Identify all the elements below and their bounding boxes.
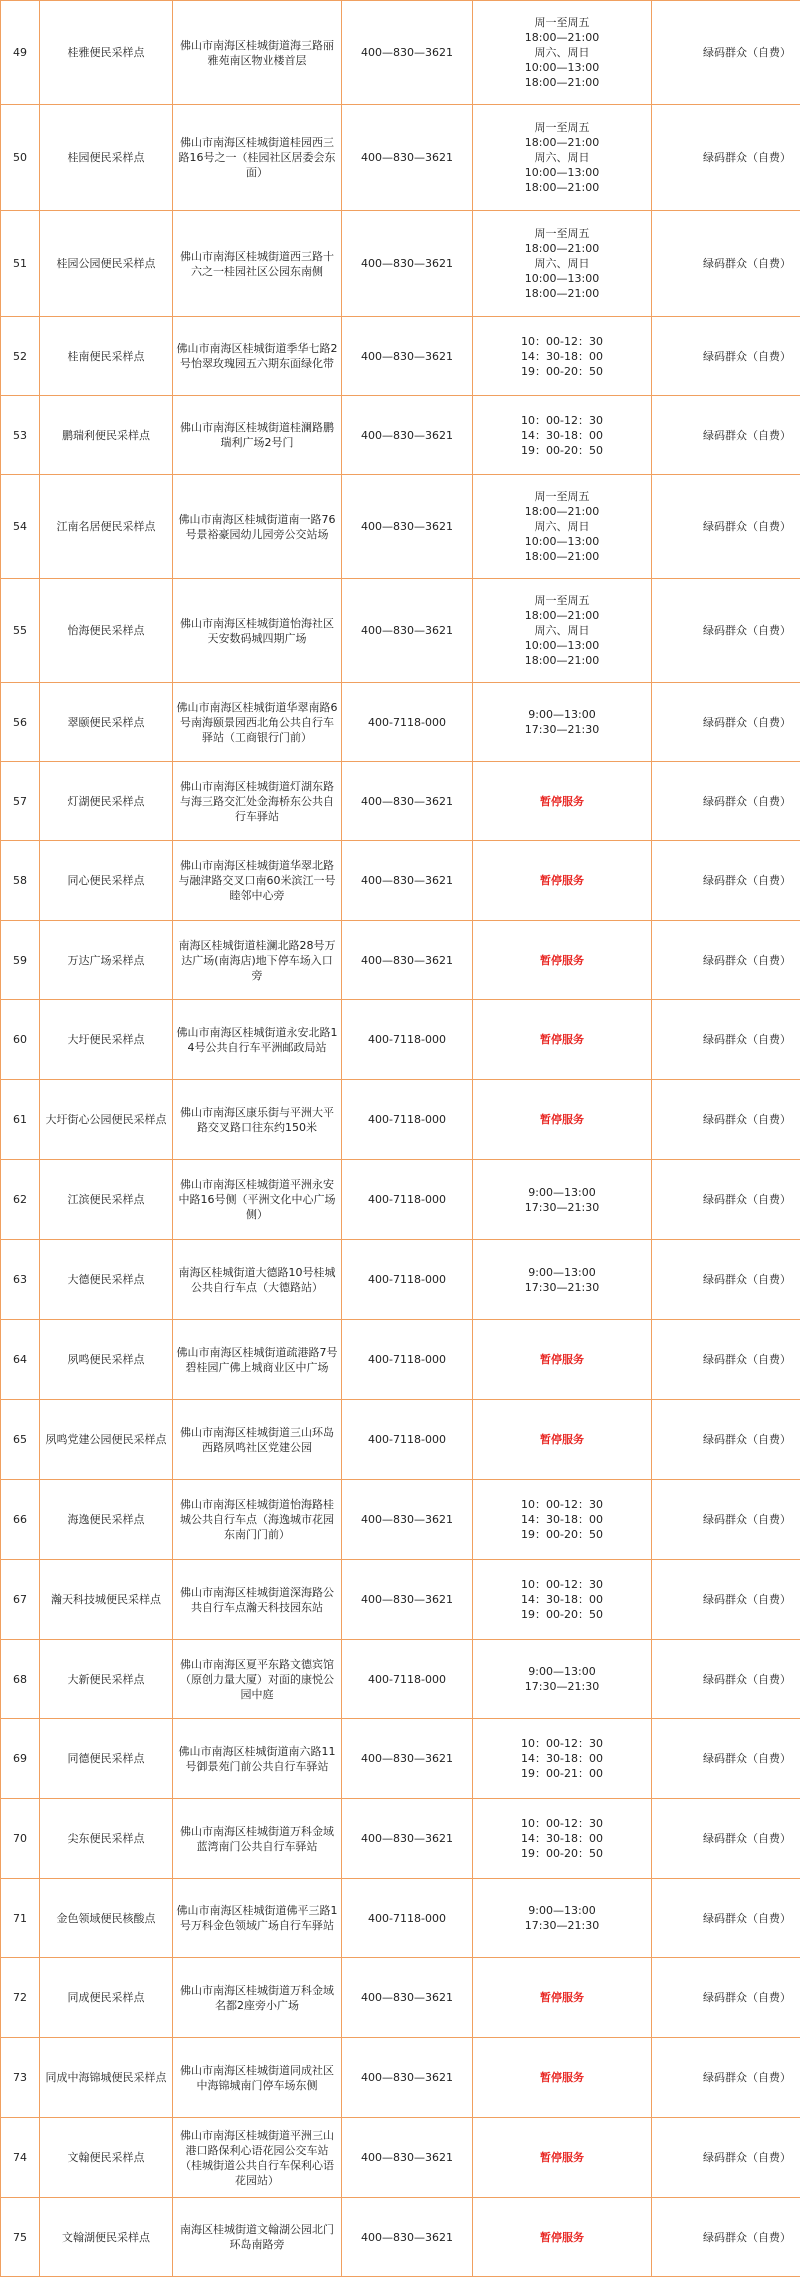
- service-hours: [473, 317, 652, 396]
- contact-phone: 400—830—3621: [342, 1799, 473, 1879]
- service-hours: [473, 396, 652, 475]
- service-hours: [473, 683, 652, 762]
- service-target: 绿码群众（自费）: [652, 1160, 800, 1240]
- hours-line: 19：00-21：00: [521, 1767, 603, 1780]
- service-target: 绿码群众（自费）: [652, 2198, 800, 2277]
- service-target: 绿码群众（自费）: [652, 1080, 800, 1160]
- site-name: 同成中海锦城便民采样点: [40, 2038, 173, 2118]
- row-number: 59: [1, 921, 40, 1000]
- row-number: 75: [1, 2198, 40, 2277]
- site-address: 佛山市南海区桂城街道灯湖东路与海三路交汇处金海桥东公共自行车驿站: [173, 762, 342, 841]
- service-target: 绿码群众（自费）: [652, 1000, 800, 1080]
- suspended-status: 暂停服务: [540, 2071, 584, 2084]
- hours-line: 10：00-12：30: [521, 1817, 603, 1830]
- contact-phone: 400-7118-000: [342, 1400, 473, 1480]
- row-number: 49: [1, 1, 40, 105]
- hours-line: 10：00-12：30: [521, 413, 603, 427]
- contact-phone: 400—830—3621: [342, 1, 473, 105]
- hours-line: 周六、周日: [534, 151, 590, 164]
- contact-phone: 400-7118-000: [342, 1160, 473, 1240]
- table-row: [1, 1320, 800, 1400]
- table-row: [1, 1799, 800, 1879]
- row-number: 52: [1, 317, 40, 396]
- hours-line: 18:00—21:00: [524, 654, 600, 667]
- site-name: 桂南便民采样点: [40, 317, 173, 396]
- table-row: [1, 1, 800, 105]
- site-name: 文翰便民采样点: [40, 2118, 173, 2198]
- contact-phone: 400—830—3621: [342, 1560, 473, 1640]
- table-row: [1, 1480, 800, 1560]
- service-hours: [473, 1879, 652, 1958]
- hours-line: 19：00-20：50: [521, 1528, 603, 1541]
- service-target: 绿码群众（自费）: [652, 1719, 800, 1799]
- site-address: 佛山市南海区桂城街道西三路十六之一桂园社区公园东南侧: [173, 211, 342, 317]
- row-number: 53: [1, 396, 40, 475]
- row-number: 55: [1, 579, 40, 683]
- hours-line: 10:00—13:00: [524, 639, 600, 652]
- contact-phone: 400-7118-000: [342, 1640, 473, 1719]
- suspended-status: 暂停服务: [540, 1353, 584, 1366]
- hours-line: 18:00—21:00: [524, 550, 600, 563]
- hours-line: 9:00—13:00: [528, 1185, 596, 1199]
- contact-phone: 400-7118-000: [342, 1879, 473, 1958]
- table-row: [1, 1719, 800, 1799]
- site-name: 鹏瑞利便民采样点: [40, 396, 173, 475]
- table-row: [1, 841, 800, 921]
- hours-line: 9:00—13:00: [528, 1265, 596, 1279]
- contact-phone: 400—830—3621: [342, 396, 473, 475]
- suspended-status: 暂停服务: [540, 1113, 584, 1126]
- service-hours: [473, 1, 652, 105]
- service-target: 绿码群众（自费）: [652, 211, 800, 317]
- site-name: 万达广场采样点: [40, 921, 173, 1000]
- service-hours: [473, 1480, 652, 1560]
- hours-line: 18:00—21:00: [524, 287, 600, 300]
- hours-line: 10：00-12：30: [521, 1737, 603, 1750]
- row-number: 71: [1, 1879, 40, 1958]
- service-hours: [473, 1240, 652, 1320]
- table-row: [1, 211, 800, 317]
- hours-line: 19：00-20：50: [521, 443, 603, 457]
- site-address: 佛山市南海区桂城街道桂园西三路16号之一（桂园社区居委会东面）: [173, 105, 342, 211]
- contact-phone: 400—830—3621: [342, 579, 473, 683]
- service-target: 绿码群众（自费）: [652, 1799, 800, 1879]
- row-number: 57: [1, 762, 40, 841]
- suspended-status: 暂停服务: [540, 2151, 584, 2164]
- table-row: [1, 1000, 800, 1080]
- service-hours: [473, 1719, 652, 1799]
- contact-phone: 400-7118-000: [342, 683, 473, 762]
- hours-line: 周六、周日: [534, 46, 590, 59]
- site-name: 翠颐便民采样点: [40, 683, 173, 762]
- site-name: 夙鸣党建公园便民采样点: [40, 1400, 173, 1480]
- service-hours: [473, 1160, 652, 1240]
- site-name: 大圩街心公园便民采样点: [40, 1080, 173, 1160]
- table-row: [1, 1958, 800, 2038]
- table-row: [1, 1400, 800, 1480]
- site-address: 佛山市南海区桂城街道华翠南路6号南海颐景园西北角公共自行车驿站（工商银行门前）: [173, 683, 342, 762]
- row-number: 67: [1, 1560, 40, 1640]
- row-number: 72: [1, 1958, 40, 2038]
- service-hours: [473, 105, 652, 211]
- service-target: 绿码群众（自费）: [652, 105, 800, 211]
- service-hours: [473, 1000, 652, 1080]
- hours-line: 18:00—21:00: [524, 76, 600, 89]
- hours-line: 10:00—13:00: [524, 166, 600, 179]
- suspended-status: 暂停服务: [540, 1991, 584, 2004]
- hours-line: 18:00—21:00: [524, 181, 600, 194]
- site-name: 灯湖便民采样点: [40, 762, 173, 841]
- service-target: 绿码群众（自费）: [652, 1879, 800, 1958]
- suspended-status: 暂停服务: [540, 2230, 584, 2244]
- table-row: [1, 579, 800, 683]
- table-row: [1, 1240, 800, 1320]
- site-address: 佛山市南海区桂城街道佛平三路1号万科金色领域广场自行车驿站: [173, 1879, 342, 1958]
- hours-line: 9:00—13:00: [528, 1904, 596, 1917]
- hours-line: 17:30—21:30: [524, 1680, 600, 1693]
- site-name: 金色领域便民核酸点: [40, 1879, 173, 1958]
- service-target: 绿码群众（自费）: [652, 579, 800, 683]
- hours-line: 18:00—21:00: [524, 136, 600, 149]
- site-address: 佛山市南海区桂城街道怡海路桂城公共自行车点（海逸城市花园东南门门前）: [173, 1480, 342, 1560]
- service-hours: [473, 762, 652, 841]
- hours-line: 14：30-18：00: [521, 349, 603, 363]
- hours-line: 10:00—13:00: [524, 535, 600, 548]
- service-target: 绿码群众（自费）: [652, 1240, 800, 1320]
- contact-phone: 400-7118-000: [342, 1080, 473, 1160]
- service-target: 绿码群众（自费）: [652, 1958, 800, 2038]
- table-row: [1, 1160, 800, 1240]
- service-hours: [473, 841, 652, 921]
- row-number: 74: [1, 2118, 40, 2198]
- hours-line: 周一至周五: [534, 227, 590, 240]
- site-name: 桂园公园便民采样点: [40, 211, 173, 317]
- service-hours: [473, 1400, 652, 1480]
- service-hours: [473, 1799, 652, 1879]
- table-row: [1, 921, 800, 1000]
- contact-phone: 400—830—3621: [342, 2198, 473, 2277]
- service-target: 绿码群众（自费）: [652, 841, 800, 921]
- hours-line: 周六、周日: [534, 624, 590, 637]
- hours-line: 18:00—21:00: [524, 242, 600, 255]
- service-hours: [473, 1560, 652, 1640]
- service-hours: [473, 1958, 652, 2038]
- site-name: 同德便民采样点: [40, 1719, 173, 1799]
- row-number: 58: [1, 841, 40, 921]
- site-address: 佛山市南海区桂城街道平洲三山港口路保利心语花园公交车站（桂城街道公共自行车保利心语花园站）: [173, 2118, 342, 2198]
- service-target: 绿码群众（自费）: [652, 921, 800, 1000]
- site-address: 佛山市南海区桂城街道疏港路7号碧桂园广佛上城商业区中广场: [173, 1320, 342, 1400]
- row-number: 65: [1, 1400, 40, 1480]
- suspended-status: 暂停服务: [540, 874, 584, 887]
- site-address: 佛山市南海区桂城街道万科金域名都2座旁小广场: [173, 1958, 342, 2038]
- service-hours: [473, 2198, 652, 2277]
- row-number: 60: [1, 1000, 40, 1080]
- service-target: 绿码群众（自费）: [652, 317, 800, 396]
- table-row: [1, 396, 800, 475]
- hours-line: 周六、周日: [534, 520, 590, 533]
- table-row: [1, 105, 800, 211]
- site-address: 佛山市南海区桂城街道万科金域蓝湾南门公共自行车驿站: [173, 1799, 342, 1879]
- hours-line: 周一至周五: [534, 594, 590, 607]
- service-target: 绿码群众（自费）: [652, 2038, 800, 2118]
- site-name: 桂雅便民采样点: [40, 1, 173, 105]
- site-address: 南海区桂城街道桂澜北路28号万达广场(南海店)地下停车场入口旁: [173, 921, 342, 1000]
- hours-line: 周一至周五: [534, 16, 590, 29]
- hours-line: 周一至周五: [534, 121, 590, 134]
- row-number: 54: [1, 475, 40, 579]
- contact-phone: 400—830—3621: [342, 2118, 473, 2198]
- row-number: 51: [1, 211, 40, 317]
- table-row: [1, 2118, 800, 2198]
- site-address: 佛山市南海区桂城街道永安北路14号公共自行车平洲邮政局站: [173, 1000, 342, 1080]
- contact-phone: 400—830—3621: [342, 762, 473, 841]
- contact-phone: 400—830—3621: [342, 1480, 473, 1560]
- hours-line: 10：00-12：30: [521, 1498, 603, 1511]
- service-target: 绿码群众（自费）: [652, 762, 800, 841]
- service-target: 绿码群众（自费）: [652, 2118, 800, 2198]
- contact-phone: 400—830—3621: [342, 211, 473, 317]
- service-target: 绿码群众（自费）: [652, 683, 800, 762]
- hours-line: 18:00—21:00: [524, 31, 600, 44]
- site-name: 同成便民采样点: [40, 1958, 173, 2038]
- site-name: 大德便民采样点: [40, 1240, 173, 1320]
- service-target: 绿码群众（自费）: [652, 1640, 800, 1719]
- service-hours: [473, 475, 652, 579]
- site-name: 大新便民采样点: [40, 1640, 173, 1719]
- service-target: 绿码群众（自费）: [652, 1400, 800, 1480]
- site-address: 佛山市南海区桂城街道季华七路2号怡翠玫瑰园五六期东面绿化带: [173, 317, 342, 396]
- row-number: 70: [1, 1799, 40, 1879]
- service-target: 绿码群众（自费）: [652, 396, 800, 475]
- hours-line: 周一至周五: [534, 490, 590, 503]
- suspended-status: 暂停服务: [540, 953, 584, 967]
- table-row: [1, 1879, 800, 1958]
- site-address: 佛山市南海区夏平东路文德宾馆（原创力量大厦）对面的康悦公园中庭: [173, 1640, 342, 1719]
- table-row: [1, 1560, 800, 1640]
- hours-line: 18:00—21:00: [524, 609, 600, 622]
- hours-line: 19：00-20：50: [521, 364, 603, 378]
- table-row: [1, 1080, 800, 1160]
- site-name: 江南名居便民采样点: [40, 475, 173, 579]
- suspended-status: 暂停服务: [540, 794, 584, 808]
- row-number: 63: [1, 1240, 40, 1320]
- site-name: 桂园便民采样点: [40, 105, 173, 211]
- row-number: 64: [1, 1320, 40, 1400]
- service-hours: [473, 1640, 652, 1719]
- contact-phone: 400—830—3621: [342, 317, 473, 396]
- hours-line: 17:30—21:30: [524, 1919, 600, 1932]
- contact-phone: 400—830—3621: [342, 1958, 473, 2038]
- site-name: 大圩便民采样点: [40, 1000, 173, 1080]
- service-hours: [473, 2118, 652, 2198]
- hours-line: 周六、周日: [534, 257, 590, 270]
- row-number: 66: [1, 1480, 40, 1560]
- hours-line: 14：30-18：00: [521, 428, 603, 442]
- site-name: 海逸便民采样点: [40, 1480, 173, 1560]
- hours-line: 14：30-18：00: [521, 1593, 603, 1606]
- contact-phone: 400—830—3621: [342, 921, 473, 1000]
- site-address: 南海区桂城街道大德路10号桂城公共自行车点（大德路站）: [173, 1240, 342, 1320]
- site-name: 同心便民采样点: [40, 841, 173, 921]
- site-address: 佛山市南海区桂城街道三山环岛西路夙鸣社区党建公园: [173, 1400, 342, 1480]
- service-target: 绿码群众（自费）: [652, 1480, 800, 1560]
- service-hours: [473, 1320, 652, 1400]
- table-row: [1, 475, 800, 579]
- service-target: 绿码群众（自费）: [652, 1320, 800, 1400]
- hours-line: 19：00-20：50: [521, 1608, 603, 1621]
- site-name: 尖东便民采样点: [40, 1799, 173, 1879]
- site-address: 佛山市南海区桂城街道平洲永安中路16号侧（平洲文化中心广场侧）: [173, 1160, 342, 1240]
- hours-line: 18:00—21:00: [524, 505, 600, 518]
- contact-phone: 400-7118-000: [342, 1240, 473, 1320]
- contact-phone: 400—830—3621: [342, 1719, 473, 1799]
- table-row: [1, 683, 800, 762]
- hours-line: 10：00-12：30: [521, 1578, 603, 1591]
- site-address: 佛山市南海区桂城街道海三路丽雅苑南区物业楼首层: [173, 1, 342, 105]
- service-hours: [473, 1080, 652, 1160]
- site-address: 佛山市南海区桂城街道同成社区中海锦城南门停车场东侧: [173, 2038, 342, 2118]
- hours-line: 17:30—21:30: [524, 1280, 600, 1294]
- contact-phone: 400—830—3621: [342, 475, 473, 579]
- contact-phone: 400-7118-000: [342, 1000, 473, 1080]
- contact-phone: 400—830—3621: [342, 105, 473, 211]
- hours-line: 14：30-18：00: [521, 1752, 603, 1765]
- service-hours: [473, 211, 652, 317]
- site-address: 佛山市南海区桂城街道桂澜路鹏瑞利广场2号门: [173, 396, 342, 475]
- site-address: 佛山市南海区桂城街道南六路11号御景苑门前公共自行车驿站: [173, 1719, 342, 1799]
- suspended-status: 暂停服务: [540, 1033, 584, 1046]
- contact-phone: 400—830—3621: [342, 2038, 473, 2118]
- service-target: 绿码群众（自费）: [652, 1, 800, 105]
- service-hours: [473, 579, 652, 683]
- site-name: 怡海便民采样点: [40, 579, 173, 683]
- site-address: 佛山市南海区桂城街道南一路76号景裕豪园幼儿园旁公交站场: [173, 475, 342, 579]
- table-row: [1, 2198, 800, 2277]
- row-number: 69: [1, 1719, 40, 1799]
- site-address: 佛山市南海区康乐街与平洲大平路交叉路口往东约150米: [173, 1080, 342, 1160]
- row-number: 68: [1, 1640, 40, 1719]
- hours-line: 10：00-12：30: [521, 334, 603, 348]
- service-hours: [473, 921, 652, 1000]
- service-target: 绿码群众（自费）: [652, 475, 800, 579]
- hours-line: 9:00—13:00: [528, 1665, 596, 1678]
- site-name: 夙鸣便民采样点: [40, 1320, 173, 1400]
- site-name: 江滨便民采样点: [40, 1160, 173, 1240]
- row-number: 73: [1, 2038, 40, 2118]
- row-number: 62: [1, 1160, 40, 1240]
- hours-line: 17:30—21:30: [524, 1200, 600, 1214]
- table-body: [1, 1, 800, 2277]
- row-number: 56: [1, 683, 40, 762]
- service-target: 绿码群众（自费）: [652, 1560, 800, 1640]
- table-row: [1, 762, 800, 841]
- site-address: 南海区桂城街道文翰湖公园北门环岛南路旁: [173, 2198, 342, 2277]
- site-address: 佛山市南海区桂城街道深海路公共自行车点瀚天科技园东站: [173, 1560, 342, 1640]
- site-name: 文翰湖便民采样点: [40, 2198, 173, 2277]
- site-name: 瀚天科技城便民采样点: [40, 1560, 173, 1640]
- hours-line: 14：30-18：00: [521, 1513, 603, 1526]
- hours-line: 9:00—13:00: [528, 708, 596, 721]
- row-number: 61: [1, 1080, 40, 1160]
- site-address: 佛山市南海区桂城街道华翠北路与融津路交叉口南60米滨江一号睦邻中心旁: [173, 841, 342, 921]
- site-address: 佛山市南海区桂城街道怡海社区天安数码城四期广场: [173, 579, 342, 683]
- table-row: [1, 317, 800, 396]
- hours-line: 10:00—13:00: [524, 61, 600, 74]
- suspended-status: 暂停服务: [540, 1433, 584, 1446]
- hours-line: 17:30—21:30: [524, 723, 600, 736]
- table-row: [1, 1640, 800, 1719]
- hours-line: 10:00—13:00: [524, 272, 600, 285]
- contact-phone: 400—830—3621: [342, 841, 473, 921]
- hours-line: 19：00-20：50: [521, 1847, 603, 1860]
- table-row: [1, 2038, 800, 2118]
- service-hours: [473, 2038, 652, 2118]
- row-number: 50: [1, 105, 40, 211]
- hours-line: 14：30-18：00: [521, 1832, 603, 1845]
- contact-phone: 400-7118-000: [342, 1320, 473, 1400]
